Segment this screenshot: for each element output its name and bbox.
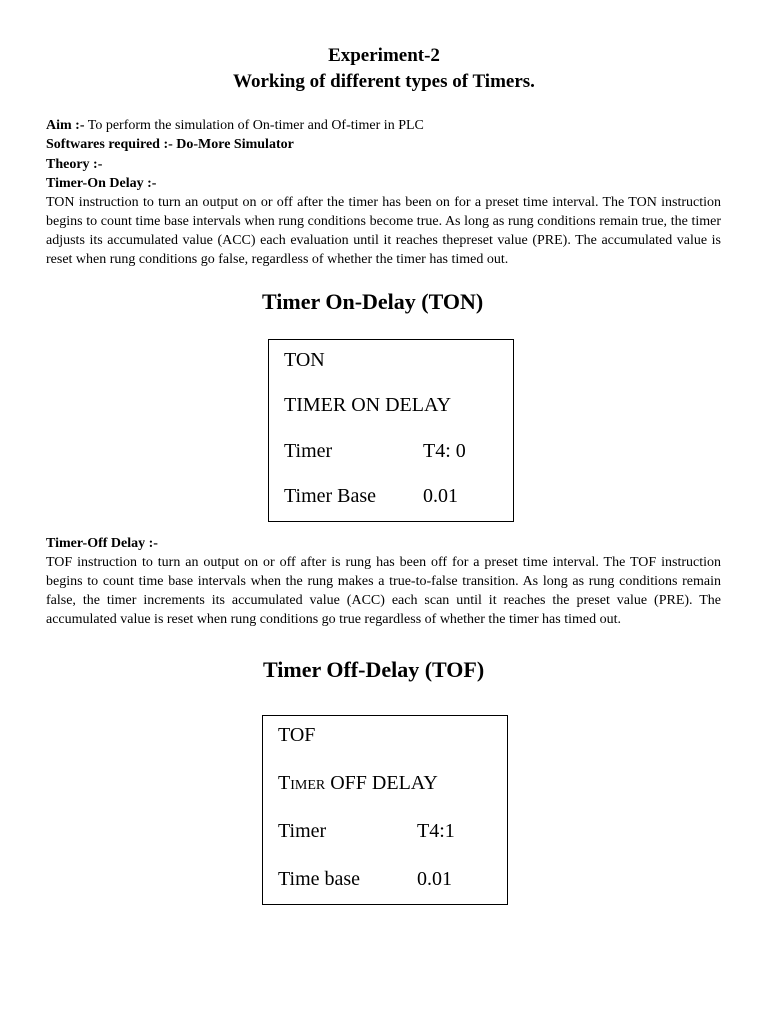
tof-paragraph: TOF instruction to turn an output on or off after is rung has been off for a preset time interval. The TOF instruction begins to count time base intervals when the rung makes a true-to-false transition. As long as rung conditions remain false, the timer increments its accumulated value (ACC) each scan until it reaches the preset value (PRE). The accumulated value is reset when rung conditions go true regardless of whether the timer has timed out. bbox=[46, 555, 721, 627]
tof-base-label: Time base bbox=[278, 868, 361, 890]
ton-box-desc: TIMER ON DELAY bbox=[284, 394, 452, 416]
experiment-title: Working of different types of Timers. bbox=[233, 71, 535, 92]
ton-heading: Timer-On Delay :- bbox=[46, 176, 157, 191]
tof-timer-label: Timer bbox=[278, 820, 327, 842]
tof-heading: Timer-Off Delay :- bbox=[46, 536, 158, 551]
tof-figure-title: Timer Off-Delay (TOF) bbox=[263, 657, 485, 682]
experiment-number: Experiment-2 bbox=[328, 45, 440, 66]
ton-figure-title: Timer On-Delay (TON) bbox=[262, 289, 484, 314]
tof-box-name: TOF bbox=[278, 724, 316, 746]
software-line: Softwares required :- Do-More Simulator bbox=[46, 137, 294, 152]
tof-box-desc-rest: imer bbox=[290, 772, 326, 794]
aim-line bbox=[46, 117, 424, 135]
tof-timer-value: T4:1 bbox=[417, 820, 455, 842]
tof-box-desc-tail: OFF DELAY bbox=[325, 772, 438, 794]
tof-base-value: 0.01 bbox=[417, 868, 452, 890]
theory-heading: Theory :- bbox=[46, 157, 103, 172]
aim-label: Aim :- bbox=[46, 118, 85, 133]
ton-timer-label: Timer bbox=[284, 440, 333, 462]
tof-box-desc-first: T bbox=[278, 772, 291, 794]
aim-text: To perform the simulation of On-timer and Of-timer in PLC bbox=[87, 118, 424, 133]
ton-timer-value: T4: 0 bbox=[423, 440, 466, 462]
ton-instruction-box bbox=[268, 339, 514, 522]
ton-box-name: TON bbox=[284, 349, 325, 371]
tof-box-desc bbox=[278, 771, 438, 795]
ton-base-value: 0.01 bbox=[423, 485, 458, 507]
ton-paragraph: TON instruction to turn an output on or off after the timer has been on for a preset time interval. The TON instruction begins to count time base intervals when rung conditions become true. As long as rung conditions remain true, the timer adjusts its accumulated value (ACC) each evaluation until it reaches thepreset value (PRE). The accumulated value is reset when rung conditions go false, regardless of whether the timer has timed out. bbox=[46, 195, 721, 267]
tof-instruction-box bbox=[262, 715, 508, 905]
ton-base-label: Timer Base bbox=[284, 485, 377, 507]
